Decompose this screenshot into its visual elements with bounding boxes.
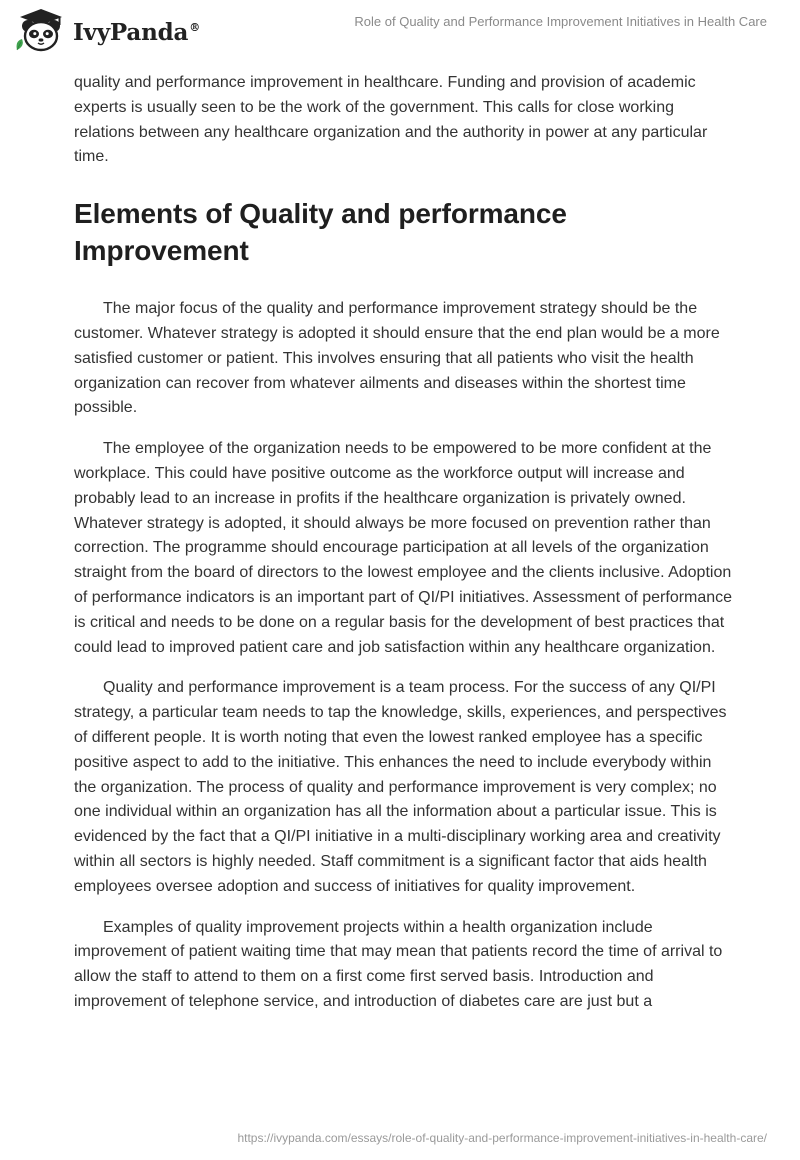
panda-mascot-icon xyxy=(14,8,68,54)
source-url-link[interactable]: https://ivypanda.com/essays/role-of-quality-and-performance-improvement-initiatives-in-health-care/ xyxy=(237,1131,767,1145)
paragraph-2: The employee of the organization needs to be empowered to be more confident at the workplace. This could have positive outcome as the workforce output will increase and probably lead to an increase in profits if the healthcare organization is privately owned. Whatever strategy is adopted, it should always be more focused on prevention rather than correction. The programme should encourage participation at all levels of the organization straight from the board of directors to the lowest employee and the clients inclusive. Adoption of performance indicators is an important part of QI/PI initiatives. Assessment of performance is critical and needs to be done on a regular basis for the development of best practices that could lead to improved patient care and job satisfaction within any healthcare organization. xyxy=(74,440,733,656)
paragraph-4: Examples of quality improvement projects within a health organization include improvement of patient waiting time that may mean that patients record the time of arrival to allow the staff to attend to them on a first come first served basis. Introduction and improvement of telephone service, and introduction of diabetes care are just but a xyxy=(74,918,723,1010)
document-title: Role of Quality and Performance Improvement Initiatives in Health Care xyxy=(354,14,767,29)
registered-mark: ® xyxy=(189,20,200,34)
brand-name xyxy=(73,19,200,46)
intro-paragraph: quality and performance improvement in healthcare. Funding and provision of academic experts is usually seen to be the work of the government. This calls for close working relations between any healthcare organization and the authority in power at any particular time. xyxy=(74,74,708,166)
brand-text: IvyPanda xyxy=(73,18,189,46)
article-body xyxy=(74,71,734,1031)
section-heading: Elements of Quality and performance Improvement xyxy=(74,198,567,267)
paragraph-1: The major focus of the quality and performance improvement strategy should be the customer. Whatever strategy is adopted it should ensure that the end plan would be a more satisfied customer or patient. This involves ensuring that all patients who visit the health organization can recover from whatever ailments and diseases within the shortest time possible. xyxy=(74,300,720,417)
paragraph-3: Quality and performance improvement is a team process. For the success of any QI/PI strategy, a particular team needs to tap the knowledge, skills, experiences, and perspectives of different people. It is worth noting that even the lowest ranked employee has a specific positive aspect to add to the initiative. This enhances the need to include everybody within the organization. The process of quality and performance improvement is very complex; no one individual within an organization has all the information about a particular issue. This is evidenced by the fact that a QI/PI initiative in a multi-disciplinary working area and creativity within all sectors is highly needed. Staff commitment is a significant factor that aids health employees oversee adoption and success of initiatives for quality improvement. xyxy=(74,679,727,895)
page-header xyxy=(0,0,800,62)
ivypanda-logo[interactable] xyxy=(14,8,200,54)
